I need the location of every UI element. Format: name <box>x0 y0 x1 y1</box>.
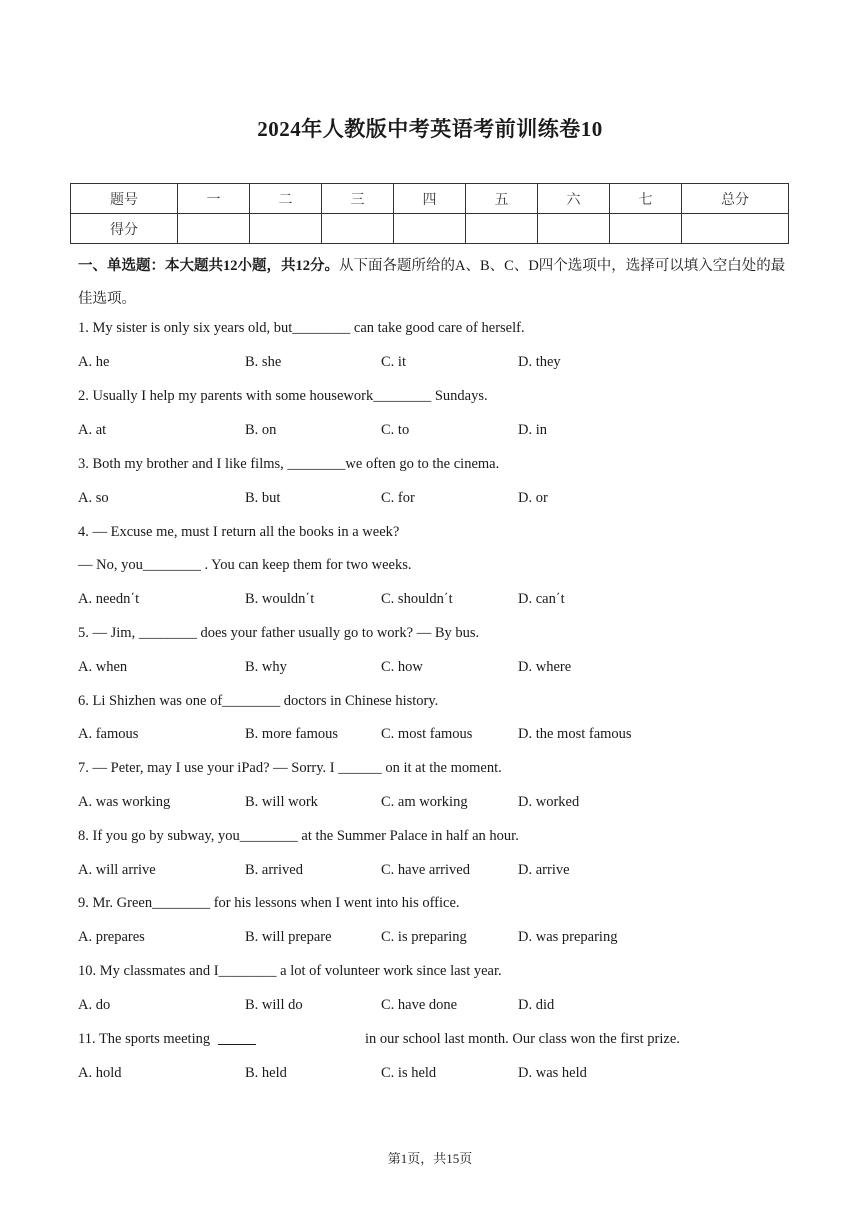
question-stem: 8. If you go by subway, you________ at the Summer Palace in half an hour. <box>78 828 519 844</box>
question-stem: 5. — Jim, ________ does your father usually go to work? — By bus. <box>78 625 480 641</box>
option-d: D. arrive <box>518 862 570 878</box>
option-c: C. to <box>381 422 410 438</box>
score-table-cell: 得分 <box>71 214 178 244</box>
option-b: B. why <box>245 659 287 675</box>
option-b: B. more famous <box>245 726 339 742</box>
score-table-cell: 七 <box>610 184 682 214</box>
option-c: C. for <box>381 490 415 506</box>
option-d: D. worked <box>518 794 580 810</box>
option-c: C. is preparing <box>381 929 467 945</box>
option-a: A. prepares <box>78 929 145 945</box>
score-table-empty-cell <box>250 214 322 244</box>
option-a: A. at <box>78 422 107 438</box>
option-a: A. do <box>78 997 111 1013</box>
question-stem-continued: — No, you________ . You can keep them for two weeks. <box>78 557 412 573</box>
option-c: C. shouldn΄t <box>381 591 453 607</box>
score-table-header-row <box>71 184 789 214</box>
option-b: B. she <box>245 354 282 370</box>
score-table <box>70 183 789 244</box>
option-b: B. wouldn΄t <box>245 591 315 607</box>
option-a: A. he <box>78 354 110 370</box>
option-a: A. needn΄t <box>78 591 140 607</box>
option-c: C. is held <box>381 1065 437 1081</box>
option-a: A. will arrive <box>78 862 156 878</box>
score-table-empty-cell <box>538 214 610 244</box>
score-table-cell: 五 <box>466 184 538 214</box>
score-table-cell: 总分 <box>682 184 789 214</box>
question-stem: 2. Usually I help my parents with some housework________ Sundays. <box>78 388 488 404</box>
option-d: D. in <box>518 422 547 438</box>
option-b: B. held <box>245 1065 287 1081</box>
question-stem: 10. My classmates and I________ a lot of volunteer work since last year. <box>78 963 502 979</box>
score-table-cell: 三 <box>322 184 394 214</box>
score-table-empty-cell <box>322 214 394 244</box>
score-table-empty-cell <box>394 214 466 244</box>
option-a: A. when <box>78 659 128 675</box>
score-table-cell: 题号 <box>71 184 178 214</box>
option-d: D. or <box>518 490 548 506</box>
option-d: D. they <box>518 354 561 370</box>
page-footer: 第1页，共15页 <box>387 1151 473 1166</box>
option-b: B. will prepare <box>245 929 332 945</box>
option-d: D. was held <box>518 1065 587 1081</box>
option-c: C. have arrived <box>381 862 470 878</box>
option-c: C. most famous <box>381 726 473 742</box>
score-table-empty-cell <box>682 214 789 244</box>
score-table-empty-cell <box>466 214 538 244</box>
score-table-cell: 一 <box>178 184 250 214</box>
score-table-score-row <box>71 214 789 244</box>
section-title: 一、单选题：本大题共12小题，共12分。 <box>78 258 339 274</box>
score-table-empty-cell <box>610 214 682 244</box>
question-stem: 7. — Peter, may I use your iPad? — Sorry. I ______ on it at the moment. <box>78 760 502 776</box>
option-d: D. can΄t <box>518 591 565 607</box>
option-d: D. did <box>518 997 555 1013</box>
question-stem: 4. — Excuse me, must I return all the books in a week? <box>78 524 400 540</box>
option-c: C. it <box>381 354 406 370</box>
option-b: B. arrived <box>245 862 303 878</box>
question-stem: 6. Li Shizhen was one of________ doctors in Chinese history. <box>78 693 439 709</box>
score-table-cell: 二 <box>250 184 322 214</box>
option-d: D. was preparing <box>518 929 618 945</box>
section-instruction: 从下面各题所给的A、B、C、D四个选项中，选择可以填入空白处的最佳选项。 <box>78 258 786 307</box>
option-b: B. but <box>245 490 281 506</box>
question-stem-start: 11. The sports meeting <box>78 1031 211 1047</box>
option-a: A. was working <box>78 794 171 810</box>
document-title: 2024年人教版中考英语考前训练卷10 <box>257 117 603 141</box>
option-b: B. will work <box>245 794 318 810</box>
option-a: A. famous <box>78 726 139 742</box>
option-a: A. hold <box>78 1065 122 1081</box>
option-a: A. so <box>78 490 109 506</box>
score-table-cell: 四 <box>394 184 466 214</box>
question-stem: 9. Mr. Green________ for his lessons when I went into his office. <box>78 895 460 911</box>
option-d: D. the most famous <box>518 726 632 742</box>
option-b: B. on <box>245 422 277 438</box>
option-c: C. am working <box>381 794 468 810</box>
score-table-empty-cell <box>178 214 250 244</box>
question-stem: 3. Both my brother and I like films, ________we often go to the cinema. <box>78 456 500 472</box>
section-heading <box>78 250 790 316</box>
option-c: C. have done <box>381 997 458 1013</box>
question-stem: 1. My sister is only six years old, but________ can take good care of herself. <box>78 320 525 336</box>
question-stem <box>78 1031 256 1048</box>
answer-blank <box>218 1044 256 1045</box>
option-c: C. how <box>381 659 423 675</box>
question-stem-end: in our school last month. Our class won the first prize. <box>365 1031 680 1047</box>
option-b: B. will do <box>245 997 303 1013</box>
option-d: D. where <box>518 659 572 675</box>
score-table-cell: 六 <box>538 184 610 214</box>
